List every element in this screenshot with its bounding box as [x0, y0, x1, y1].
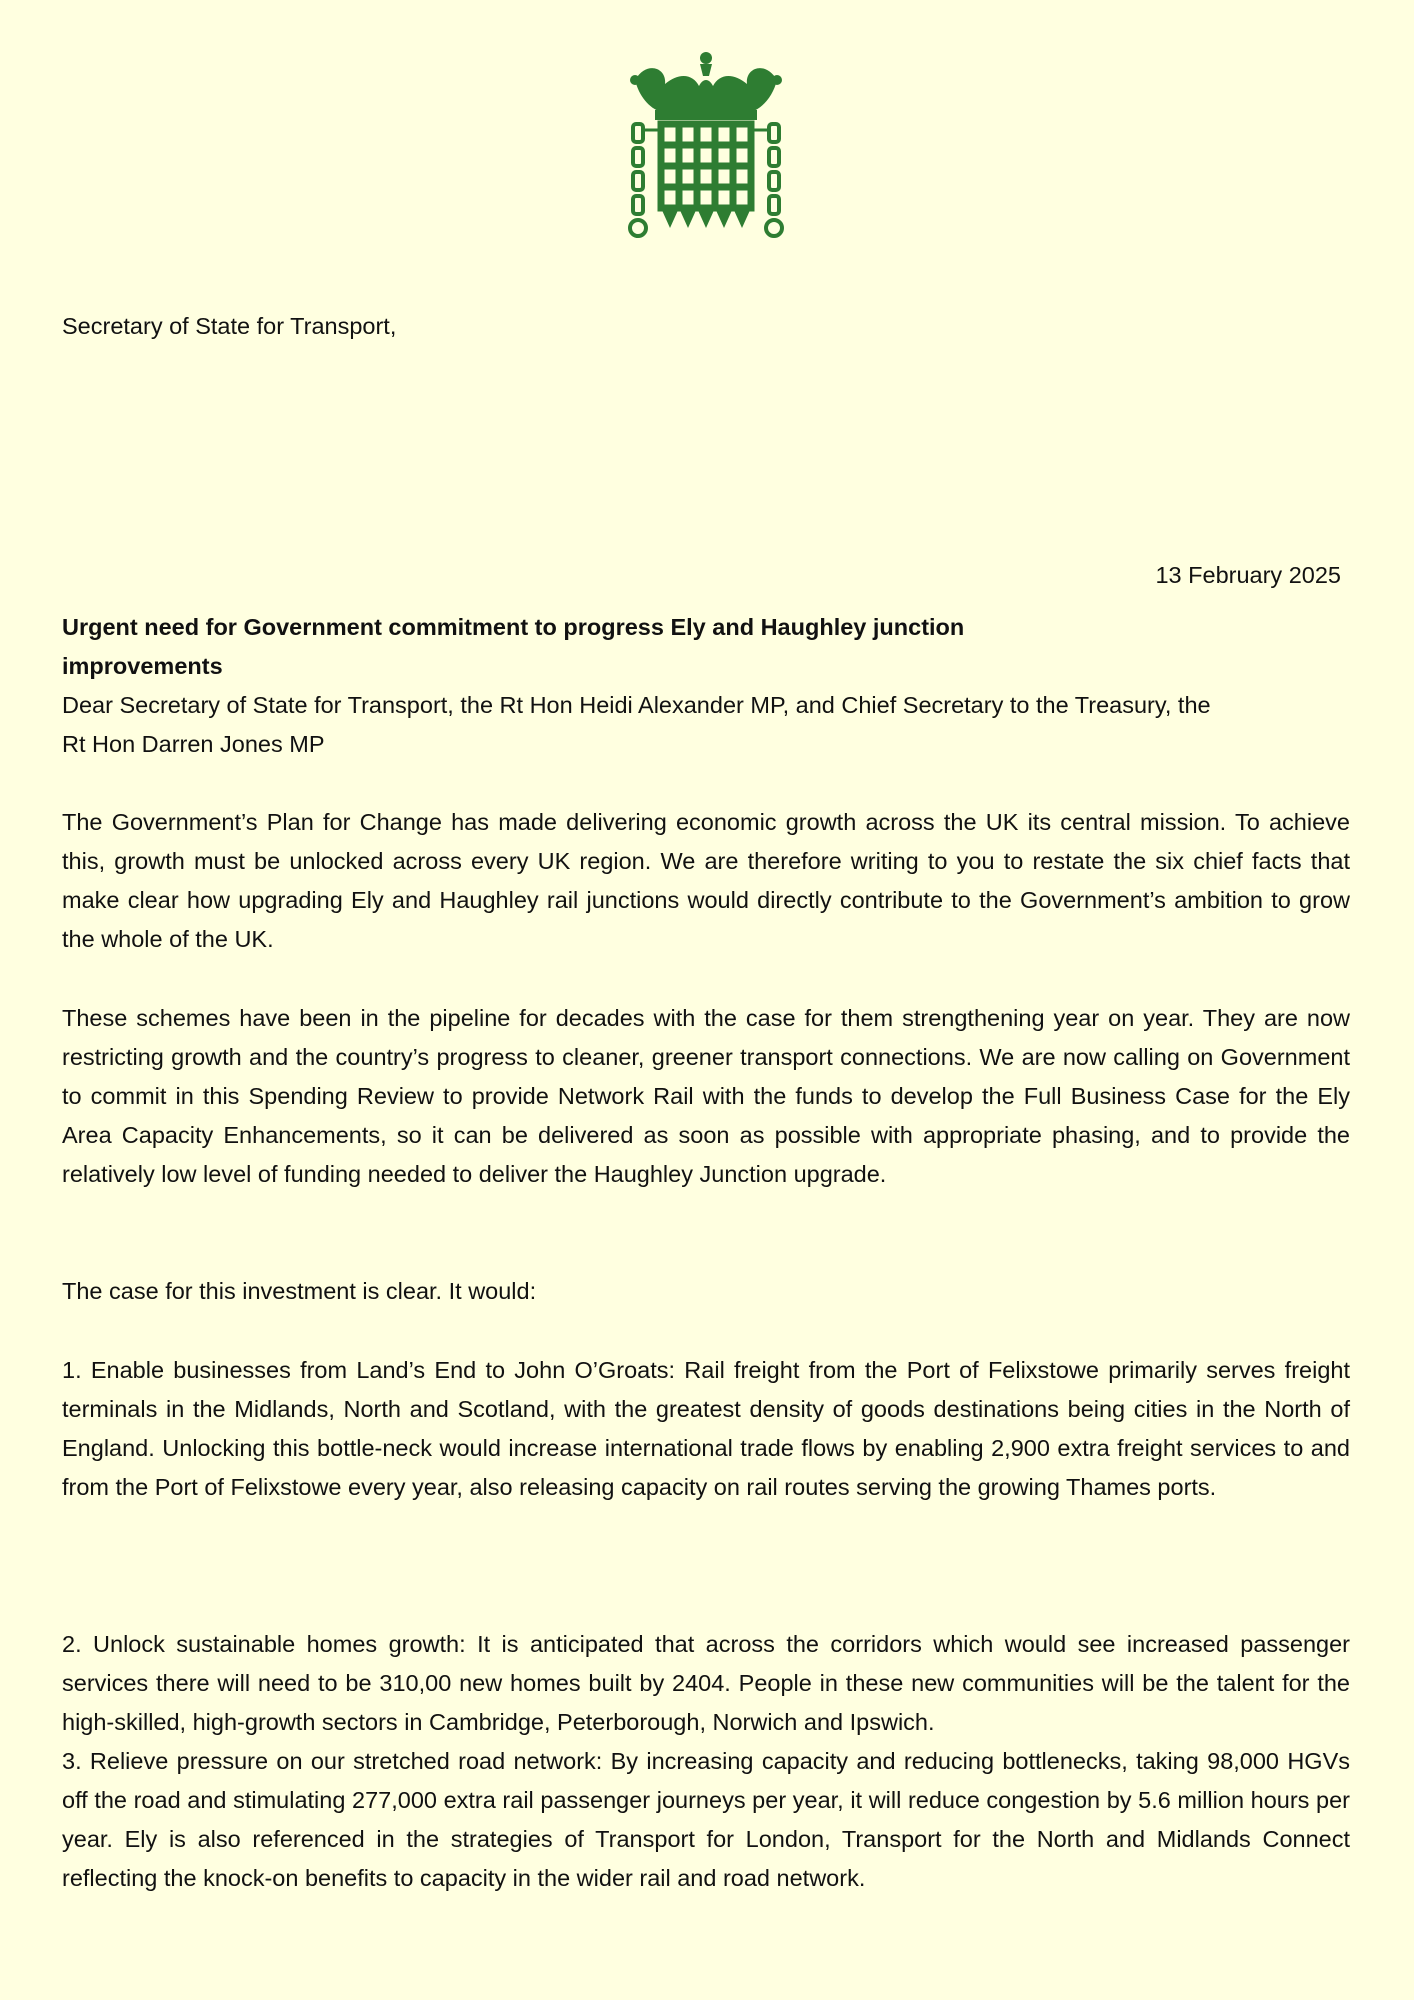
- body-paragraph: These schemes have been in the pipeline for decades with the case for them strengthening year on year. They are now restricting growth and the country’s progress to cleaner, greener transport connections. We are now calling on Government to commit in this Spending Review to provide Network Rail with the funds to develop the Full Business Case for the Ely Area Capacity Enhancements, so it can be delivered as soon as possible with appropriate phasing, and to provide the relatively low level of funding needed to deliver the Haughley Junction upgrade.: [62, 1005, 1350, 1187]
- list-item: 2. Unlock sustainable homes growth: It is anticipated that across the corridors which would see increased passenger services there will need to be 310,00 new homes built by 2404. People in these new communities will be the talent for the high-skilled, high-growth sectors in Cambridge, Peterborough, Norwich and Ipswich.: [62, 1631, 1350, 1735]
- list-item: 3. Relieve pressure on our stretched road network: By increasing capacity and reducing bottlenecks, taking 98,000 HGVs off the road and stimulating 277,000 extra rail passenger journeys per year, it will reduce congestion by 5.6 million hours per year. Ely is also referenced in the strategies of Transport for London, Transport for the North and Midlands Connect reflecting the knock-on benefits to capacity in the wider rail and road network.: [62, 1748, 1350, 1891]
- recipient-line: Secretary of State for Transport,: [62, 313, 397, 339]
- letter-date: 13 February 2025: [1155, 562, 1341, 588]
- salutation: Dear Secretary of State for Transport, the Rt Hon Heidi Alexander MP, and Chief Secretary to the Treasury, the Rt Hon Darren Jones MP: [62, 692, 1211, 757]
- letter-subject: Urgent need for Government commitment to progress Ely and Haughley junction improvements: [62, 614, 965, 679]
- portcullis-crown-icon: [627, 50, 785, 240]
- list-item: 1. Enable businesses from Land’s End to John O’Groats: Rail freight from the Port of Felixstowe primarily serves freight terminals in the Midlands, North and Scotland, with the greatest density of goods destinations being cities in the North of England. Unlocking this bottle-neck would increase international trade flows by enabling 2,900 extra freight services to and from the Port of Felixstowe every year, also releasing capacity on rail routes serving the growing Thames ports.: [62, 1357, 1350, 1500]
- body-paragraph: The case for this investment is clear. It would:: [62, 1278, 537, 1304]
- body-paragraph: The Government’s Plan for Change has made delivering economic growth across the UK its central mission. To achieve this, growth must be unlocked across every UK region. We are therefore writing to you to restate the six chief facts that make clear how upgrading Ely and Haughley rail junctions would directly contribute to the Government’s ambition to grow the whole of the UK.: [62, 809, 1350, 952]
